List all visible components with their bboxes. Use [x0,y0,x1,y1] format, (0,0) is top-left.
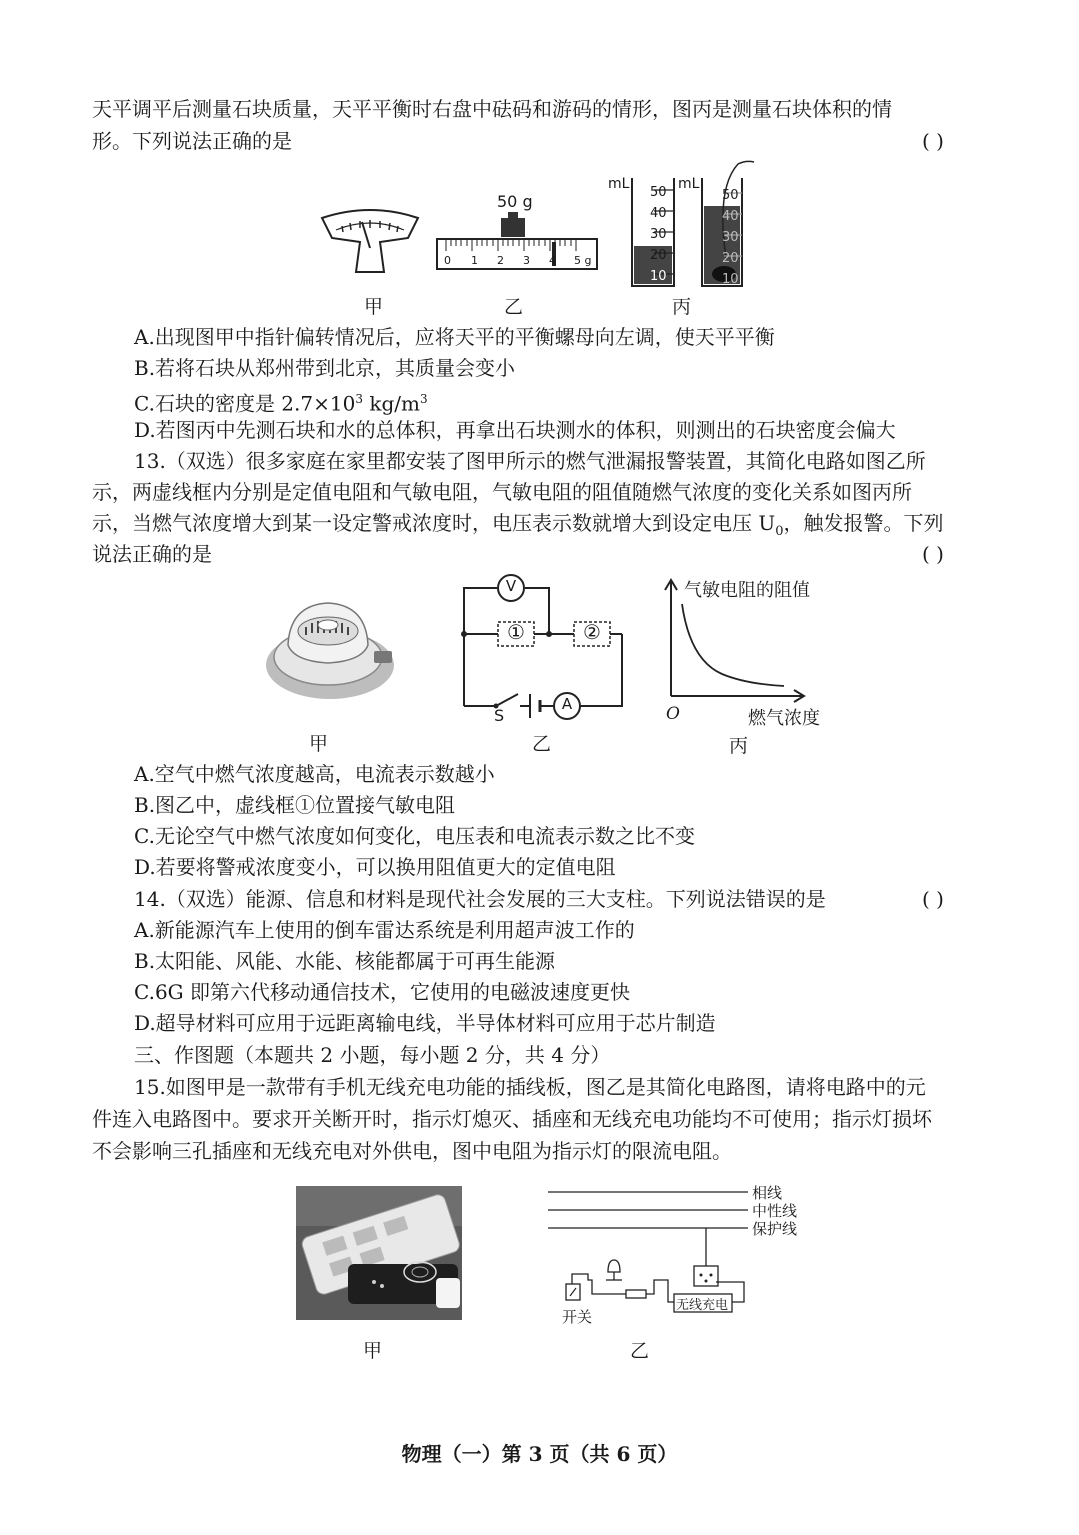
ruler-tick: 3 [523,254,530,267]
q14-option-a: A.新能源汽车上使用的倒车雷达系统是利用超声波工作的 [134,918,635,942]
switch-label: S [494,706,505,725]
q13-option-b: B.图乙中，虚线框①位置接气敏电阻 [134,793,456,817]
cyl-tick: 40 [650,206,667,221]
q13-stem-line4: 说法正确的是 [92,542,212,566]
power-strip-photo [296,1186,462,1320]
dashed-box-2-label: ② [583,620,601,644]
q13-fig-caption-a: 甲 [309,733,329,755]
q13-stem-line3: 示，当燃气浓度增大到某一设定警戒浓度时，电压表示数就增大到设定电压 $U_0$，触发报警。下列 [92,511,944,539]
neutral-wire-label: 中性线 [752,1202,798,1220]
cylinder-scale-right [722,185,739,290]
q15-stem-line2: 件连入电路图中。要求开关断开时，指示灯熄灭、插座和无线充电功能均不可使用；指示灯损坏 [92,1107,932,1131]
ruler-tick: 0 [444,254,451,267]
ruler-tick: 5 g [574,254,592,267]
q12-fig-caption-b: 乙 [504,296,524,318]
q12-option-a: A.出现图甲中指针偏转情况后，应将天平的平衡螺母向左调，使天平平衡 [134,325,775,349]
q13-option-a: A.空气中燃气浓度越高，电流表示数越小 [134,762,495,786]
dashed-box-1-label: ① [507,620,525,644]
q15-stem-line3: 不会影响三孔插座和无线充电对外供电，图中电阻为指示灯的限流电阻。 [92,1139,732,1163]
q12-answer-blank: ( ) [922,129,944,153]
q13-fig-caption-c: 丙 [729,735,749,757]
ruler-tick: 4 [549,254,556,267]
ruler-tick: 1 [471,254,478,267]
cyl-tick: 30 [650,227,667,242]
q14-answer-blank: ( ) [922,887,944,911]
q13-stem-line1: 13.（双选）很多家庭在家里都安装了图甲所示的燃气泄漏报警装置，其简化电路如图乙所 [134,449,926,473]
q12-option-c: C.石块的密度是 $2.7\times 10^3$ $kg/m^3$ [134,391,428,416]
switch-label: 开关 [562,1308,593,1326]
q13-option-c: C.无论空气中燃气浓度如何变化，电压表和电流表示数之比不变 [134,824,695,848]
q14-option-b: B.太阳能、风能、水能、核能都属于可再生能源 [134,949,556,973]
gas-detector-photo [262,595,402,705]
ground-wire-label: 保护线 [752,1220,798,1238]
cyl-tick: 20 [650,248,667,263]
cyl-tick: 50 [722,188,739,203]
q15-fig-caption-b: 乙 [630,1340,650,1362]
alarm-circuit-diagram [456,570,636,722]
q13-stem-line2: 示，两虚线框内分别是定值电阻和气敏电阻，气敏电阻的阻值随燃气浓度的变化关系如图丙所 [92,480,912,504]
q12-option-b: B.若将石块从郑州带到北京，其质量会变小 [134,356,516,380]
cyl-tick: 10 [650,269,667,284]
q15-fig-caption-a: 甲 [363,1340,383,1362]
q12-fig-caption-a: 甲 [364,296,384,318]
graph-x-axis-label: 燃气浓度 [748,708,820,729]
live-wire-label: 相线 [752,1184,783,1202]
q13-answer-blank: ( ) [922,542,944,566]
weight-block-icon [498,210,528,238]
q12-option-d: D.若图丙中先测石块和水的总体积，再拿出石块测水的体积，则测出的石块密度会偏大 [134,418,896,442]
q14-option-c: C.6G 即第六代移动通信技术，它使用的电磁波速度更快 [134,980,631,1004]
cyl-tick: 40 [722,209,739,224]
q12-fig-caption-c: 丙 [672,296,692,318]
voltmeter-label: V [505,577,517,595]
cylinder-scale-left [650,182,667,287]
q12-stem-line2: 形。下列说法正确的是 [92,129,292,153]
cyl-tick: 30 [722,230,739,245]
section-heading: 三、作图题（本题共 2 小题，每小题 2 分，共 4 分） [134,1043,611,1067]
page-footer: 物理（一）第 3 页（共 6 页） [401,1442,678,1466]
graph-origin-label: O [666,704,680,724]
cylinder-unit-left: mL [608,176,630,192]
q13-option-d: D.若要将警戒浓度变小，可以换用阻值更大的定值电阻 [134,855,616,879]
ammeter-label: A [561,695,573,713]
q14-stem: 14.（双选）能源、信息和材料是现代社会发展的三大支柱。下列说法错误的是 [134,887,826,911]
balance-pointer-figure [318,206,423,281]
q15-stem-line1: 15.如图甲是一款带有手机无线充电功能的插线板，图乙是其简化电路图，请将电路中的元 [134,1075,926,1099]
cyl-tick: 50 [650,185,667,200]
cyl-tick: 10 [722,272,739,287]
cylinder-unit-right: mL [678,176,700,192]
ruler-tick: 2 [497,254,504,267]
cyl-tick: 20 [722,251,739,266]
graph-y-axis-label: 气敏电阻的阻值 [684,580,810,601]
q14-option-d: D.超导材料可应用于远距离输电线，半导体材料可应用于芯片制造 [134,1011,716,1035]
q13-fig-caption-b: 乙 [532,733,552,755]
weight-label: 50 g [497,192,533,211]
q12-stem-line1: 天平调平后测量石块质量，天平平衡时右盘中砝码和游码的情形，图丙是测量石块体积的情 [92,97,892,121]
wireless-charger-label: 无线充电 [676,1298,729,1313]
